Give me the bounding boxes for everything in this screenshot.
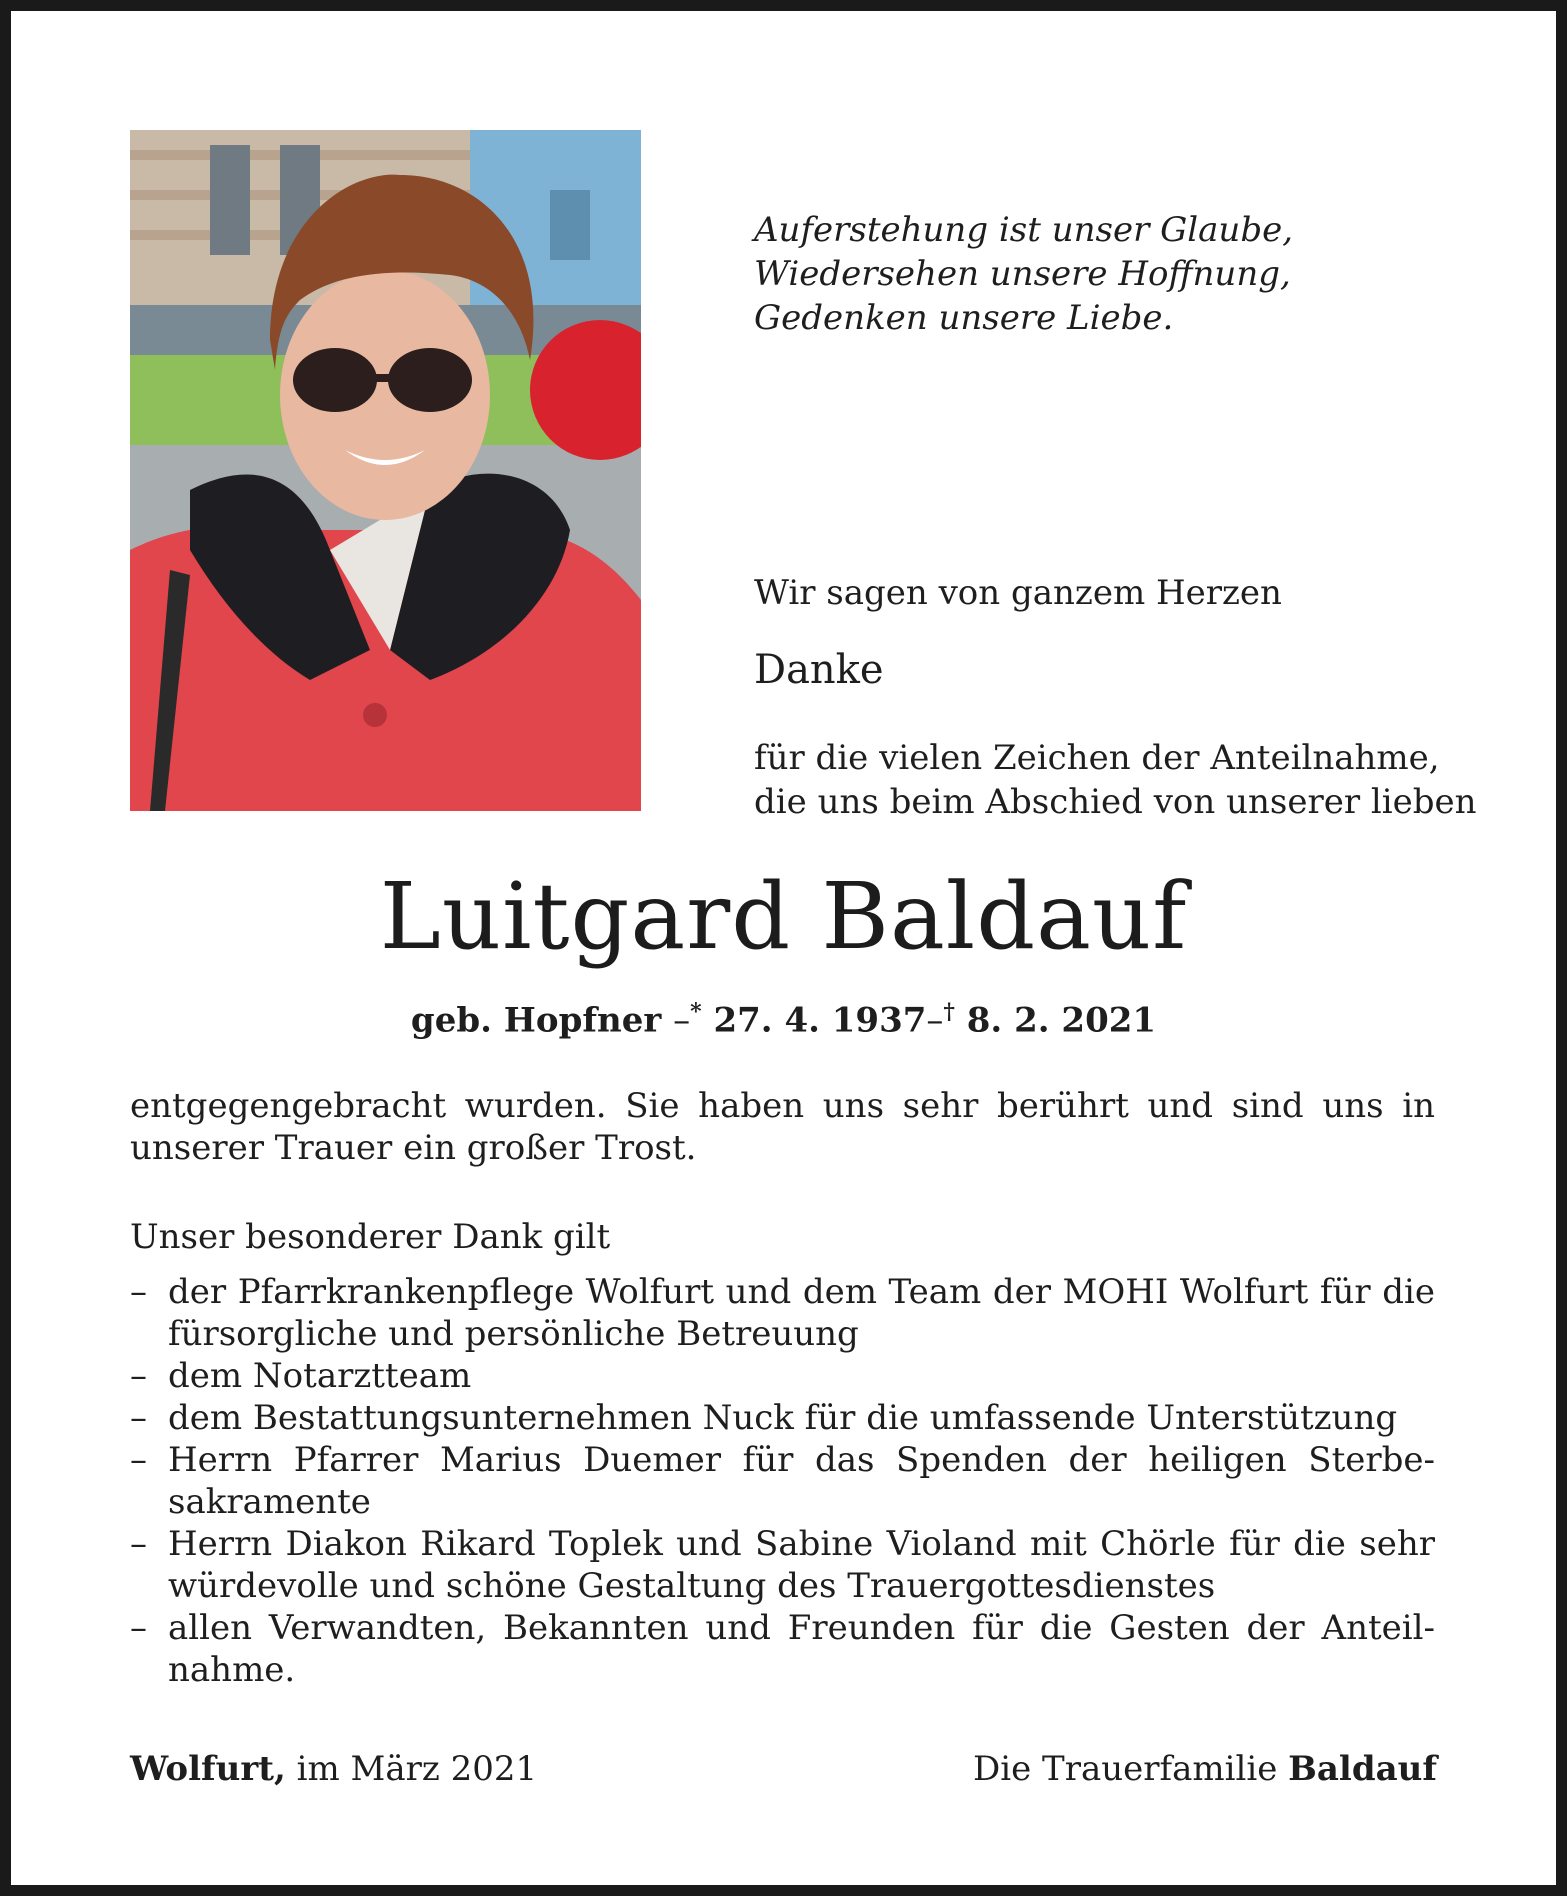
motto bbox=[754, 208, 1293, 340]
dash-bullet: – bbox=[130, 1356, 147, 1396]
date-separator: – bbox=[673, 1000, 691, 1041]
dash-bullet: – bbox=[130, 1608, 147, 1648]
place: Wolfurt, bbox=[130, 1749, 286, 1789]
motto-line: Gedenken unsere Liebe. bbox=[754, 298, 1174, 338]
list-item bbox=[130, 1439, 1435, 1523]
deceased-name: Luitgard Baldauf bbox=[379, 863, 1188, 970]
list-item-line: würdevolle und schöne Gestaltung des Trauergottesdienstes bbox=[168, 1566, 1216, 1606]
list-item-line: sakramente bbox=[168, 1482, 371, 1522]
list-item bbox=[130, 1607, 1435, 1691]
list-item-line: der Pfarrkrankenpflege Wolfurt und dem Team der MOHI Wolfurt für die bbox=[168, 1272, 1435, 1312]
list-item bbox=[130, 1397, 1435, 1439]
list-item bbox=[130, 1523, 1435, 1607]
paragraph-line: entgegengebracht wurden. Sie haben uns sehr berührt und sind uns in bbox=[130, 1086, 1435, 1126]
dash-bullet: – bbox=[130, 1398, 147, 1438]
family-name: Baldauf bbox=[1288, 1749, 1437, 1789]
signature bbox=[973, 1747, 1437, 1791]
family-prefix: Die Trauerfamilie bbox=[972, 1749, 1289, 1789]
dash-bullet: – bbox=[130, 1524, 147, 1564]
date-separator: – bbox=[926, 1000, 944, 1041]
born-symbol: * bbox=[690, 999, 702, 1025]
death-date: 8. 2. 2021 bbox=[966, 1000, 1157, 1041]
dash-bullet: – bbox=[130, 1272, 147, 1312]
list-item-line: allen Verwandten, Bekannten und Freunden für die Gesten der Anteil- bbox=[168, 1608, 1435, 1648]
list-item-line: dem Notarztteam bbox=[168, 1356, 472, 1396]
motto-line: Wiedersehen unsere Hoffnung, bbox=[754, 254, 1291, 294]
list-item-line: nahme. bbox=[168, 1650, 296, 1690]
list-item bbox=[130, 1355, 1435, 1397]
thanks-word: Danke bbox=[754, 647, 884, 693]
paragraph-line: unserer Trauer ein großer Trost. bbox=[130, 1128, 697, 1168]
life-dates bbox=[0, 990, 1567, 1042]
list-item bbox=[130, 1271, 1435, 1355]
birth-date: 27. 4. 1937 bbox=[713, 1000, 927, 1041]
thanks-line: für die vielen Zeichen der Anteilnahme, bbox=[754, 738, 1440, 778]
portrait-photo bbox=[130, 130, 641, 811]
portrait-illustration bbox=[130, 130, 641, 811]
list-item-line: fürsorgliche und persönliche Betreuung bbox=[168, 1314, 859, 1354]
dash-bullet: – bbox=[130, 1440, 147, 1480]
date: im März 2021 bbox=[285, 1749, 538, 1789]
motto-line: Auferstehung ist unser Glaube, bbox=[754, 210, 1294, 250]
special-thanks-title: Unser besonderer Dank gilt bbox=[130, 1217, 611, 1257]
list-item-line: Herrn Pfarrer Marius Duemer für das Spenden der heiligen Sterbe- bbox=[168, 1440, 1435, 1480]
thanks-intro: Wir sagen von ganzem Herzen bbox=[754, 573, 1282, 613]
maiden-name: geb. Hopfner bbox=[410, 1000, 662, 1041]
thanks-lines bbox=[754, 736, 1477, 824]
thanks-line: die uns beim Abschied von unserer lieben bbox=[754, 782, 1477, 822]
died-symbol: † bbox=[943, 999, 955, 1025]
thanks-paragraph bbox=[130, 1085, 1435, 1169]
list-item-line: Herrn Diakon Rikard Toplek und Sabine Violand mit Chörle für die sehr bbox=[168, 1524, 1435, 1564]
special-thanks-list bbox=[130, 1271, 1435, 1691]
list-item-line: dem Bestattungsunternehmen Nuck für die umfassende Unterstützung bbox=[168, 1398, 1398, 1438]
place-date bbox=[130, 1747, 537, 1791]
